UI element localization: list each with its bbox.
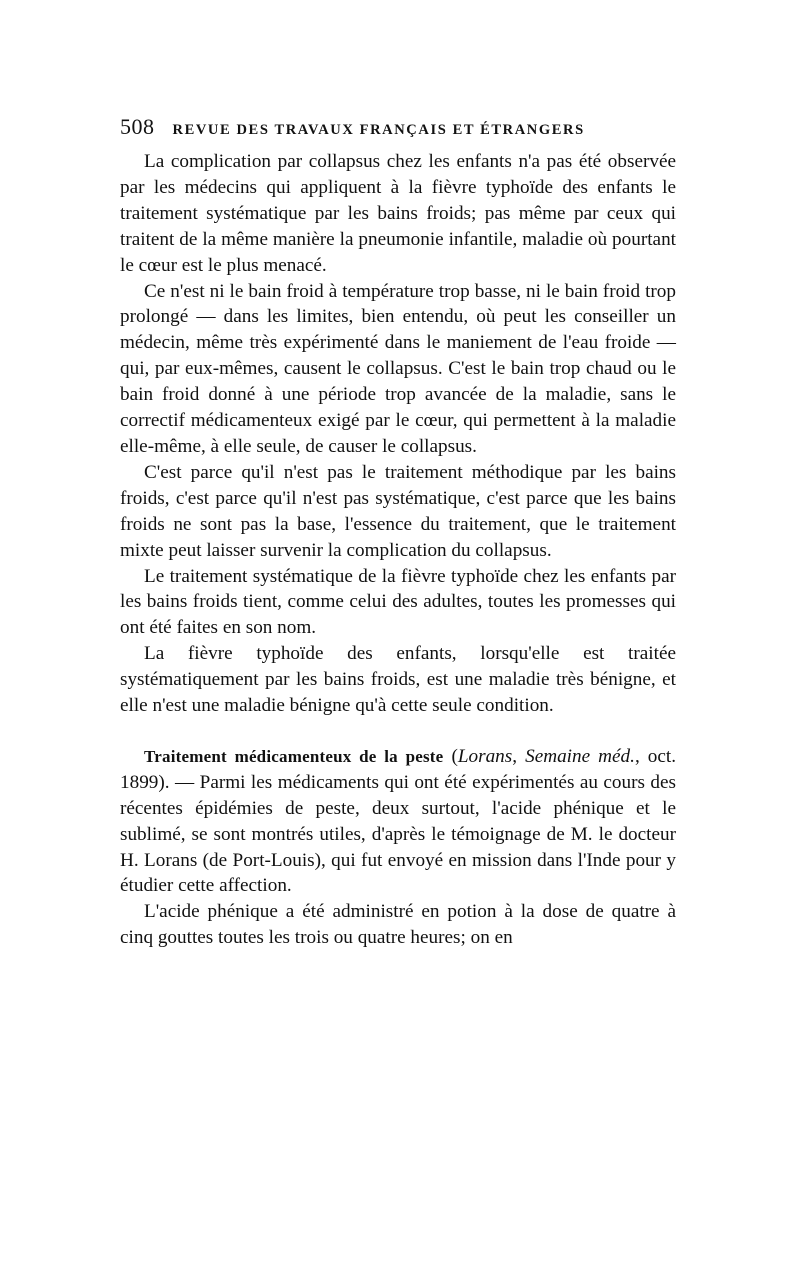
citation-open: ( xyxy=(451,745,458,767)
paragraph-traitement-mixte: C'est parce qu'il n'est pas le traitement méthodique par les bains froids, c'est parce qu'il n'est pas systématique, c'est parce que les bains froids ne sont pas la base, l'essence du traitement, que le traitement mixte peut laisser survenir la complication du collapsus. xyxy=(120,461,676,561)
page-header xyxy=(120,114,680,144)
body-text xyxy=(120,149,676,951)
citation-sep: , xyxy=(512,745,526,767)
paragraph-fievre-benigne: La fièvre typhoïde des enfants, lorsqu'elle est traitée systématiquement par les bains froids, est une maladie très bénigne, et elle n'est une maladie bénigne qu'à cette seule condition. xyxy=(120,643,676,717)
section-lead-text: Parmi les médicaments qui ont été expérimentés au cours des récentes épidémies de peste, deux surtout, l'acide phénique et le sublimé, se sont montrés utiles, d'après le témoignage de M. le docteur H. Lorans (de Port-Louis), qui fut envoyé en mission dans l'Inde pour y étudier cette affection. xyxy=(120,771,676,897)
paragraph-collapsus: La complication par collapsus chez les enfants n'a pas été observée par les médecins qui appliquent à la fièvre typhoïde des enfants le traitement systématique par les bains froids; pas même par ceux qui traitent de la même manière la pneumonie infantile, maladie où pourtant le cœur est le plus menacé. xyxy=(120,151,676,276)
paragraph-acide-phenique: L'acide phénique a été administré en potion à la dose de quatre à cinq gouttes toutes les trois ou quatre heures; on en xyxy=(120,901,676,949)
section-paragraph-peste xyxy=(120,744,676,899)
section-title: Traitement médicamenteux de la peste xyxy=(144,746,444,766)
paragraph-traitement-systematique: Le traitement systématique de la fièvre typhoïde chez les enfants par les bains froids tient, comme celui des adultes, toutes les promesses qui ont été faites en son nom. xyxy=(120,565,676,639)
page-number: 508 xyxy=(120,114,155,139)
paragraph-bain-froid: Ce n'est ni le bain froid à température trop basse, ni le bain froid trop prolongé — dans les limites, bien entendu, où peut les conseiller un médecin, même très expérimenté dans le maniement de l'eau froide — qui, par eux-mêmes, causent le collapsus. C'est le bain trop chaud ou le bain froid donné à une période trop avancée de la maladie, sans le correctif médicamenteux exigé par le cœur, qui permettent à la maladie elle-même, à elle seule, de causer le collapsus. xyxy=(120,280,676,457)
running-head: REVUE DES TRAVAUX FRANÇAIS ET ÉTRANGERS xyxy=(172,122,585,138)
citation-author: Lorans xyxy=(457,745,513,767)
citation-date: , oct. 1899). — xyxy=(120,745,677,793)
citation-journal: Semaine méd. xyxy=(525,745,635,767)
